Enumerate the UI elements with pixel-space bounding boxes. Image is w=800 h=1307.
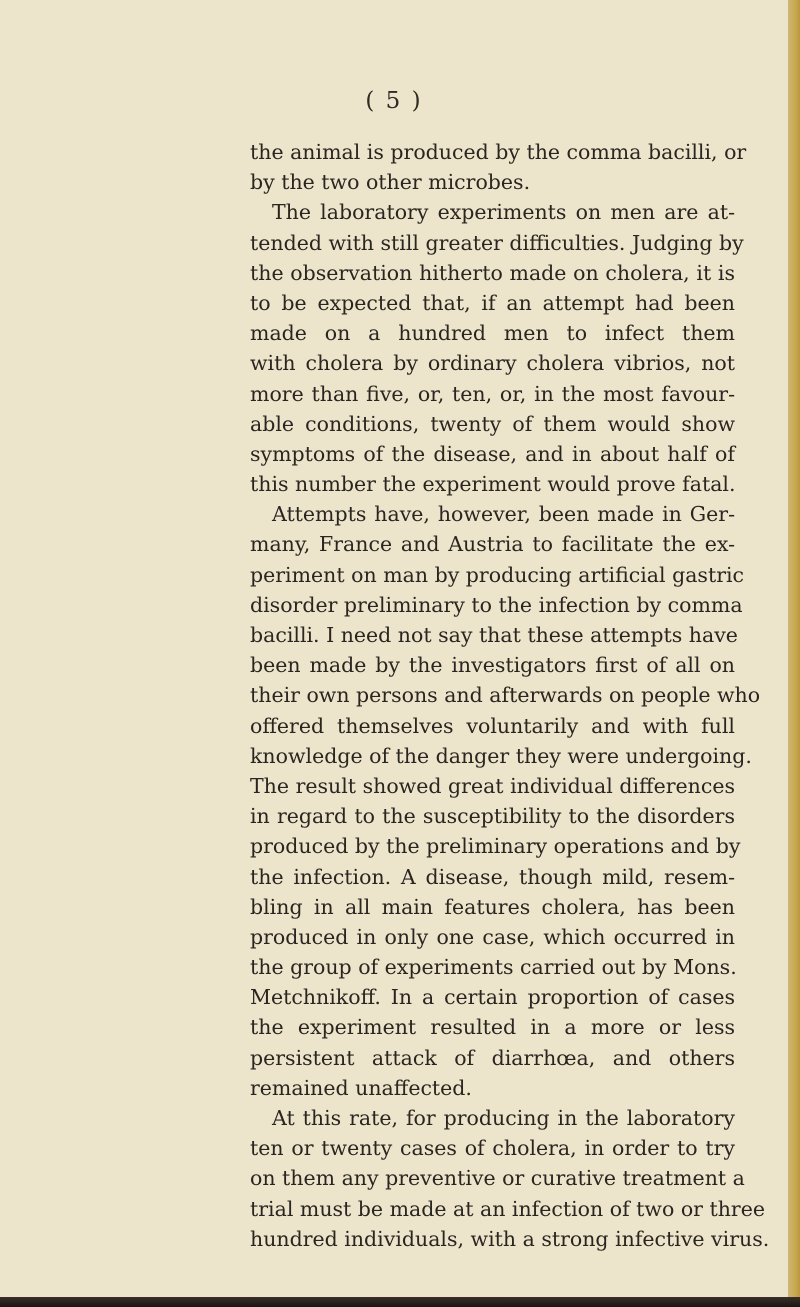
text-line: bacilli. I need not say that these attempts have	[250, 623, 738, 647]
text-line: to be expected that, if an attempt had been	[250, 290, 735, 315]
text-line: made on a hundred men to infect them	[250, 321, 735, 346]
text-line: this number the experiment would prove fatal.	[250, 472, 736, 497]
text-line: their own persons and afterwards on people who	[250, 683, 761, 708]
page-number: ( 5 )	[365, 88, 423, 114]
text-line: able conditions, twenty of them would show	[250, 411, 735, 436]
text-line: The laboratory experiments on men are at-	[272, 200, 735, 225]
text-line: by the two other microbes.	[250, 170, 531, 195]
text-line: symptoms of the disease, and in about half of	[250, 441, 735, 466]
text-line: offered themselves voluntarily and with full	[250, 713, 735, 738]
text-line: hundred individuals, with a strong infective virus.	[250, 1226, 770, 1251]
text-line: in regard to the susceptibility to the disorders	[250, 804, 735, 829]
text-line: The result showed great individual differences	[250, 773, 735, 798]
text-line: the infection. A disease, though mild, resem-	[250, 864, 735, 889]
text-line: produced by the preliminary operations and by	[250, 834, 741, 859]
text-line: the animal is produced by the comma bacilli, or	[250, 140, 747, 164]
page-bottom-shadow	[0, 1297, 800, 1307]
text-line: Attempts have, however, been made in Ger-	[272, 502, 735, 527]
text-line: ten or twenty cases of cholera, in order to try	[250, 1136, 735, 1161]
text-line: persistent attack of diarrhœa, and others	[250, 1045, 735, 1070]
text-line: on them any preventive or curative treatment a	[250, 1166, 745, 1191]
text-line: periment on man by producing artificial gastric	[250, 562, 745, 587]
text-line: the observation hitherto made on cholera, it is	[250, 260, 735, 285]
text-line: bling in all main features cholera, has been	[250, 894, 735, 919]
text-line: more than five, or, ten, or, in the most favour-	[250, 381, 735, 406]
text-line: the group of experiments carried out by Mons.	[250, 955, 737, 980]
text-line: Metchnikoff. In a certain proportion of cases	[250, 985, 735, 1010]
text-line: At this rate, for producing in the laboratory	[272, 1106, 735, 1130]
text-line: produced in only one case, which occurred in	[250, 924, 735, 949]
text-line: been made by the investigators first of all on	[250, 653, 735, 678]
text-line: the experiment resulted in a more or less	[250, 1015, 735, 1040]
text-line: trial must be made at an infection of two or three	[250, 1196, 765, 1221]
text-line: knowledge of the danger they were undergoing.	[250, 743, 752, 768]
body-text	[250, 137, 770, 1254]
text-line: remained unaffected.	[250, 1075, 472, 1100]
text-line: disorder preliminary to the infection by comma	[250, 592, 743, 617]
text-line: with cholera by ordinary cholera vibrios, not	[250, 351, 735, 376]
text-line: many, France and Austria to facilitate the ex-	[250, 532, 735, 557]
page-edge-binding	[788, 0, 800, 1307]
text-line: tended with still greater difficulties. Judging by	[250, 230, 744, 255]
